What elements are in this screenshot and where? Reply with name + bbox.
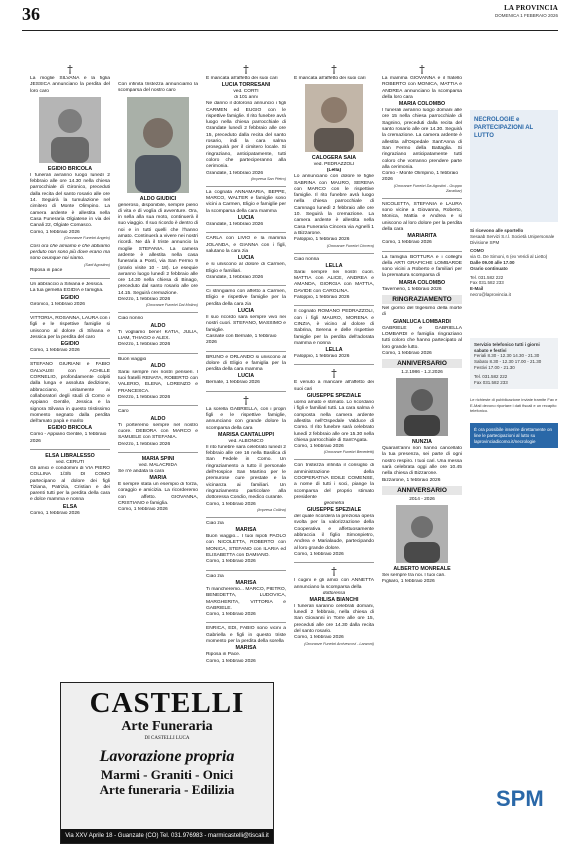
office-city: COMO [470,248,484,254]
office-hours-label: Orario continuato [470,265,508,271]
place-date: Como, 1 febbraio 2026 [30,348,80,354]
phone-service-title: Servizio telefonico tutti i giorni sabato e festivi [474,341,540,353]
cross-icon: † [331,64,337,76]
deceased-name: ALDO [150,362,166,369]
funeral-home: (Onoranze Funebri Arcivescovi - Lanzoni) [304,641,374,646]
cross-icon: † [67,64,73,76]
deceased-subname: ved. PEDRAZZOLI [313,162,355,168]
portrait-photo [39,97,101,163]
newspaper-name: LA PROVINCIA [504,4,558,12]
deceased-name: ALDO GIUDICI [139,195,177,202]
issue-date: DOMENICA 1 FEBBRAIO 2026 [494,13,558,18]
verse-author: (Sant'Agostino) [84,262,110,267]
notice-text: Nel giorno del trigesimo della morte di [382,306,462,318]
cross-icon: † [243,64,249,76]
cross-icon: † [331,566,337,579]
section-heading: RINGRAZIAMENTO [382,295,462,304]
place-date: Faloppio, 1 febbraio 2026 [294,237,350,243]
ad-line-2: Arte funeraria - Edilizia [99,782,235,797]
column-1 [30,64,110,674]
notice-text: e si uniscono al dolore di Carmen, Eligio e familiari. [206,262,286,274]
deceased-name: NUNZIA [411,439,432,446]
hours-ferial: Feriali 8.30 - 12.30 14.30 - 21.30 [474,353,540,359]
funeral-home: (Onoranze Funebri Dal Molino) [145,303,198,308]
place-date: Gironico, 1 febbraio 2026 [30,301,85,307]
submission-note [470,397,558,413]
notice-text: Ti porteremo sempre nel nostro cuore. DEBORA con MARCO e SAMUELE con STEFANIA. [118,422,198,441]
place-date: Como, 1 febbraio 2026 [382,240,432,246]
notice-text: I funerali avranno luogo domani alle ore 15 nella chiesa parrocchiale di Sagnino, preceduti dalla recita del santo rosario alle ore 14.30. Seguirà la cremazione. La camera ardente è allestita all'Ospedale Sant'Anna di San Fermo della Battaglia. Si ringraziano anticipatamente tutti coloro che vorranno prendere parte alla cerimonia. [382,108,462,170]
place-date: Como, 1 febbraio 2026 [30,510,80,516]
notice-text: Sarai sempre nei nostri pensieri. I tuoi fratelli RENATA, ROBERTO con VALERIO, ELENA, LORENZO e FRANCESCA. [118,369,198,394]
funeral-home: (Onoranze Funebri Da Agostini - Gruppo Zanzibar) [393,183,462,193]
place-date: Drezzo, 1 febbraio 2026 [118,395,171,401]
place-date: Bizzarone, 1 febbraio 2026 [382,477,441,483]
deceased-name: EGIDIO BRICOLA [47,165,93,172]
place-date: Casnate con Bernate, 1 febbraio 2026 [206,333,277,346]
place-date: Como, 1 febbraio 2026 [206,658,256,664]
notice-text: Ne danno il doloroso annuncio i figli CARMEN ed EUGIO con le rispettive famiglie. Il rito funebre avrà luogo nella chiesa parrocchiale di Grandate lunedì 2 febbraio alle ore 15, preceduto dalla recita del santo rosario, indi la cara salma proseguirà per il cimitero locale. Si ringraziano, anticipatamente, tutti coloro che parteciperanno alla cerimonia. [206,101,286,170]
notice-text: Il cognato ROMANO PEDRAZZOLI, con i figli MAURO, MORENA e CINZIA, è vicino al dolore di Sabrina, Serena e delle rispettive famiglie per la perdita dell'adorata mamma e nonna [294,309,374,346]
service-fax: Fax 031.582 233 [474,379,508,385]
notice-text: uomo amato e stimato. Lo ricordano i figli e familiari tutti. La cara salma è composta nella camera ardente allestita nell'Ospedale Valduce di Como. Il rito funebre sarà celebrato lunedì 2 febbraio alle ore 15.30 nella chiesa parrocchiale di Sant'Agata. [294,400,374,443]
page-header [22,4,558,32]
cross-icon: † [419,64,425,76]
office-info [470,228,558,298]
deceased-name: ALDO [150,415,166,422]
portrait-photo [305,84,363,152]
notice-text: La tua gemella EGIDIA e famiglia. [30,288,104,294]
deceased-name: LUCIA TORRESANI [221,82,271,89]
title-label: geometra [323,501,345,507]
place-date: Grandate, 1 febbraio 2026 [206,170,264,176]
office-fax: Fax 031.582 233 [470,280,504,286]
place-date: Grandate, 1 febbraio 2026 [206,222,264,228]
column-5 [382,64,462,844]
email-label: E-Mail [470,286,484,292]
notice-text: La sorella GABRIELLA, con i propri figli e le rispettive famiglie, annunciano con grande dolore la scomparsa della cara [206,406,286,431]
notice-text: ENRICA, EDI, FABIO sono vicini a Gabriella e figli in questo triste momento per la perdita della sorella [206,626,286,644]
notice-text: La cognata ANNAMARIA, BEPPE, MARCO, WALTER e famiglie sono vicini a Carmen, Eligio e famiglie per la scomparsa della cara mamma [206,189,286,214]
deceased-name: MARISA CANTALUPPI [218,431,274,438]
title-label: dottoressa [322,590,346,596]
cross-icon: † [331,368,337,381]
note-text: Le richieste di pubblicazione inviate tramite Fax e E-Mail devono riportare i dati fiscali e un recapito telefonico. [470,397,558,413]
deceased-name: MARIA COLOMBO [398,101,446,108]
page-number: 36 [22,4,40,24]
deceased-name: ALDO [150,322,166,329]
notice-intro: Caro [118,409,129,415]
notice-intro: La moglie SILVANA e la figlia JESSICA annunciano la perdita del loro caro [30,76,110,94]
deceased-name: MARILISA BIANCHI [309,596,359,603]
place-date: Faloppio, 1 febbraio 2026 [294,295,350,301]
place-date: Faloppio, 1 febbraio 2026 [294,354,350,360]
notice-intro: Ciao nonno [118,316,144,322]
notice-text: Ti vogliamo bene! KATIA, JULIA, LIAM, THIAGO e ALEX. [118,329,198,341]
notice-intro: Un abbraccio a Silvana e Jessica. [30,282,104,288]
place-date: Como, 1 febbraio 2026 [206,501,256,507]
place-date: Como, 1 febbraio 2026 [382,350,432,356]
deceased-name: GIANLUCA LOMBARDI [393,318,451,325]
notice-text: Lo annunciano con dolore le figlie SABRINA con MAURO, SERENA con MARCO con le rispettive famiglie. Il rito funebre avrà luogo nella chiesa parrocchiale di Camnago lunedì 2 febbraio alle ore 10. Seguirà la cremazione. La camera ardente è allestita nella Casa Funeraria Cincera via Agnelli 1 a Bizzarone. [294,174,374,236]
notice-text: I funerali saranno celebrati domani, lunedì 2 febbraio, nella chiesa di San Giovanni in Torre alle ore 15, preceduti alle ore 14.30 dalla recita del santo rosario. [294,603,374,635]
column-4 [294,64,374,844]
sidebar-title: NECROLOGIE e PARTECIPAZIONI AL LUTTO [474,117,534,139]
deceased-name: LUCIA [237,308,255,315]
notice-text: Riposa in Pace. [206,652,241,658]
deceased-name: GIUSEPPE SPEZIALE [306,393,362,400]
deceased-name: LUCIA [237,373,255,380]
place-date: Como, 1 febbraio 2026 [294,551,344,557]
place-date: Como - Appiano Gentile, 1 febbraio 2026 [30,432,107,444]
place-date: Como, 1 febbraio 2026 [294,635,344,641]
header-rule [22,30,558,31]
office-email: necro@laprovincia.it [470,291,511,297]
notice-intro: Con infinita tristezza annunciamo la scomparsa del nostro caro [118,82,198,94]
hours-saturday: Sabato 8.30 - 12.30 17.00 - 21.30 [474,359,542,365]
receive-text: Sesaab Servizi S.r.l. Società Unipersonale Divisione SPM [470,233,555,245]
deceased-name: LELLA [325,262,343,269]
spm-logo: SPM [496,786,544,811]
place-date: Tavernerio, 1 febbraio 2026 [382,286,442,292]
notice-intro: Buon viaggio [118,356,147,362]
ad-owner: DI CASTELLI LUCA [144,736,190,741]
place-date: Como, 1 febbraio 2026 [30,229,80,235]
ad-footer: Via XXV Aprile 18 - Guanzate (CO) Tel. 031.976983 - marmicastelli@tiscali.it [61,829,273,843]
notice-intro: La mamma GIOVANNA e il fratello ROBERTO con MONICA, MATTIA e ANDREA annunciano la scomparsa della loro cara [382,76,462,100]
office-hours: Dalle 09.00 alle 17.00 [470,259,515,265]
notice-text: del quale ricorderà la preziosa opera svolta per la valorizzazione della Cooperativa e affettuosamente abbraccia il figlio Simonpietro, Andrea e Marialaude, partecipando al loro grande dolore. [294,514,374,551]
place-date: Grandate, 1 febbraio 2026 [206,274,264,280]
funeral-home: (Impresa San Pietro) [250,176,286,181]
portrait-photo [396,378,448,436]
place-date: Drezzo, 1 febbraio 2026 [118,342,171,348]
notice-intro: È mancata all'affetto dei suoi cari [206,76,278,81]
column-2 [118,82,198,690]
ad-headline: Lavorazione propria [99,748,235,765]
place-date: Como, 1 febbraio 2026 [206,559,256,565]
funeral-home: (Onoranze Funebri Cincera) [326,243,374,248]
deceased-name: MARIA COLOMBO [398,279,446,286]
deceased-name: EGIDIO [60,294,80,301]
notice-text: Gli amici e condomini di VIA PIERO COLLINA 1/3/5 DI COMO partecipano al dolore dei figli Tiziana, Patrizia, Cristian e dei parenti tutti per la perdita della cara e dolce mamma e nonna [30,465,110,503]
notice-text: Ti mancheremo... MARCO, PIETRO, BENEDETTA, LUDOVICA, MARGHERITA, VITTORIA e GABRIELE. [206,586,286,611]
deceased-subname: ved. ALBONICO [228,438,264,444]
notice-intro: Ciao nonna [294,256,320,262]
anniversary-dates: 1.2.1986 - 1.2.2026 [401,370,443,376]
deceased-nickname: (Lella) [326,168,342,174]
notice-text: VITTORIA, ROSANNA, LAURA con i figli e le rispettive famiglie si uniscono al dolore di Silvana e Jessica per la perdita del caro [30,315,110,340]
notice-text: CARLA con LIVIO e la mamma JOLANDA, e GIANNA con i figli, salutano la cara zia [206,236,286,254]
notice-text: Sarai sempre nei nostri cuori. MATTIA con ALICE, ANDREA e AMANDA, GIORGIA con MATTIA, DAVIDE con CAROLINA. [294,269,374,294]
deceased-name: LELLA [325,347,343,354]
deceased-name: MARISA [235,645,257,652]
notice-intro: È venuto a mancare all'affetto dei suoi cari [294,380,374,392]
castelli-advertisement [60,682,274,844]
deceased-name: MARIA SPINI [141,455,175,462]
notice-text: NICOLETTA, STEFANIA e LAURA sono vicine a Giovanna, Roberto, Monica, Mattia e Andrea e si uniscono al loro dolore per la perdita della cara [382,201,462,232]
notice-text: Quarant'anni non hanno cancellato la tua presenza, sei parte di ogni nostro respiro. I tuoi cari. Una messa sarà celebrata oggi alle ore 10.45 nella chiesa di Bizzarone. [382,446,462,477]
portrait-photo [396,505,448,563]
ad-subtitle: Arte Funeraria [121,719,213,734]
online-box [470,423,558,448]
deceased-name: CALOGERA SAIA [311,155,357,162]
deceased-subname: ved. CORTI [233,89,259,95]
funeral-home: (Onoranze Funebri Angelo) [64,235,110,240]
place-date: Como, 1 febbraio 2026 [294,444,344,450]
notice-text: È sempre stata un esempio di forza, coraggio e amicizia. La ricorderemo con affetto. GIOVANNA, CRISTIANO e famiglia. [118,482,198,506]
notice-text: La famiglia BOTTURA e i colleghi della ARTI GRAFICHE LOMBARDE sono vicini a Roberto e familiari per la prematura scomparsa di [382,254,462,279]
funeral-home: (Impresa Collina) [257,507,286,512]
notice-intro: Ciao zia [206,573,224,579]
notice-text: Ci stringiamo con affetto a Carmen, Eligio e rispettive famiglie per la perdita della cara zia [206,289,286,307]
deceased-name: MARIARITA [407,233,437,240]
notice-text: Sei sempre tra noi. I tuoi cari. [382,572,446,578]
notice-text: STEFANO GIURIANI e FABIO GALVAUSI con ACHILLE CORNELIO, profondamente colpiti dalla lunga e assoluta dedizione, abbracciano, unitamente ai collaboratori degli studi di Como e Appiano Gentile, Jessica e la signora Silvana in questo tristissimo momento segnato dalla perdita dell'amato papà e marito [30,362,110,425]
phone-service-info [470,338,558,390]
notice-intro: È mancata all'affetto dei suoi cari [294,76,366,81]
deceased-subname: ved. MALACRIDA [138,462,178,468]
online-text: È ora possibile inserire direttamente on line le partecipazioni al lutto su laprovinciadicomo.it/necrologie [474,426,553,444]
office-address: via G. De Simoni, 6 (ex Veridi al Lietto) [470,254,548,260]
ad-line-1: Marmi - Graniti - Onici [100,767,234,782]
place-date: Drezzo, 1 febbraio 2026 [118,441,171,447]
deceased-name: ALBERTO MONREALE [393,565,451,572]
info-sidebar [470,110,558,780]
place-date: Bernate, 1 febbraio 2026 [206,380,260,386]
sidebar-title-box [470,110,558,222]
notice-text: Buon viaggio... I tuoi nipoti PAOLO con NICOLETTA, ROBERTO con MONICA, STEFANO con ILARIA ed ELISABETTA con DAMIANO. [206,534,286,559]
deceased-name: GIUSEPPE SPEZIALE [306,507,362,514]
service-phone: Tel. 031.582 222 [474,373,508,379]
place-date: Como, 1 febbraio 2026 [118,507,168,513]
notice-text: GABRIELE e GABRIELLA LOMBARDI e famiglia ringraziano tutti coloro che hanno partecipato al loro grande lutto. [382,325,462,350]
office-phone: Tel. 031.582 222 [470,274,504,280]
deceased-name: ELSA [62,503,78,510]
place-date: Drezzo, 1 febbraio 2026 [118,297,171,303]
place-date: Como, 1 febbraio 2026 [206,612,256,618]
deceased-age: di 101 anni [234,95,258,101]
portrait-photo [127,97,189,193]
notice-text: Il suo ricordo sarà sempre vivo nei nostri cuori. STEFANO, MASSIMO e famiglie. [206,315,286,333]
receive-title: Si ricevono alle sportello [470,228,524,233]
funeral-home: (Onoranze Funebri Benedetti) [323,450,374,455]
notice-intro: Ciao zia [206,520,224,526]
deceased-name: LUCIA [237,215,255,222]
deceased-name: ELSA LIBRALESSO [45,452,95,459]
deceased-name: LUCIA [237,255,255,262]
deceased-name: MARISA [235,527,257,534]
place-date: Como - Monte Olimpino, 1 febbraio 2026 [382,171,459,183]
notice-text: Il rito funebre sarà celebrato lunedì 2 febbraio alle ore 16 nella Basilica di San Fedele in Como. Un ringraziamento a tutto il personale dell'Hospice San Martino per le premurose cure prestate e la vicinanza ai familiari. Un ringraziamento particolare alla dottoressa Condio, medico curante. [206,444,286,501]
section-heading: ANNIVERSARIO [382,359,462,368]
notice-text: generoso, disponibile, sempre pieno di vita e di voglia di avventure. Ora, in sella alla sua moto, continuerà il suo viaggio. Il suo ricordo è dentro di noi e in tutti quelli che l'hanno amato. Continuerà a vivere nei nostri ricordi. Ne dà il triste annuncio la moglie STEFANIA. La camera ardente è allestita nella casa funeraria a Ponti, via San Fermo 9 (orario visite 10 - 18). Le esequie avranno luogo lunedì 2 febbraio alle ore 14.30 nella chiesa di Binago, preceduto dal santo rosario alle ore 14.15. Seguirà cremazione. [118,202,198,296]
verse: Così ora che amiamo e che abbiamo perduto non sono più dove erano ma sono ovunque noi siamo. [30,243,110,262]
notice-intro: Se n'è andata la cara [118,468,165,474]
anniversary-dates: 2014 - 2026 [409,496,435,502]
notice-text: I funerali avranno luogo lunedì 2 febbraio alle ore 14.30 nella chiesa parrocchiale di Gironico, preceduti dalla recita del santo rosario alle ore 14. Seguirà la tumulazione nel cimitero di Monte Olimpino. La camera ardente è allestita nella Casa Funeraria Olgiatese in via dei Canali 22, Olgiate Comasco. [30,172,110,229]
rest-in-peace: Riposa in pace [30,267,63,273]
notice-text: BRUNO e ORLANDO si uniscono al dolore di Eligio e famiglia per la perdita della cara mamma [206,354,286,373]
place-date: Figliaro, 1 febbraio 2026 [382,579,435,585]
cross-icon: † [243,394,249,407]
ad-title: CASTELLI [89,687,245,719]
deceased-subname: ved. CERUTI [55,459,85,465]
deceased-name: MARIA [149,475,167,482]
hours-holiday: Festivi 17.00 - 21.30 [474,364,515,370]
section-heading: ANNIVERSARIO [382,486,462,495]
deceased-name: EGIDIO BRICOLA [47,425,93,432]
deceased-name: EGIDIO [60,341,80,348]
notice-text: I cugini e gli amici con ANNETTA annunciano la scomparsa della [294,578,374,590]
notice-text: Con tristezza infinita il consiglio di amministrazione della COOPERATIVA EDILE COMENSE, a nome di tutti i soci, piange la scomparsa del proprio stimato presidente [294,463,374,500]
deceased-name: MARISA [235,579,257,586]
